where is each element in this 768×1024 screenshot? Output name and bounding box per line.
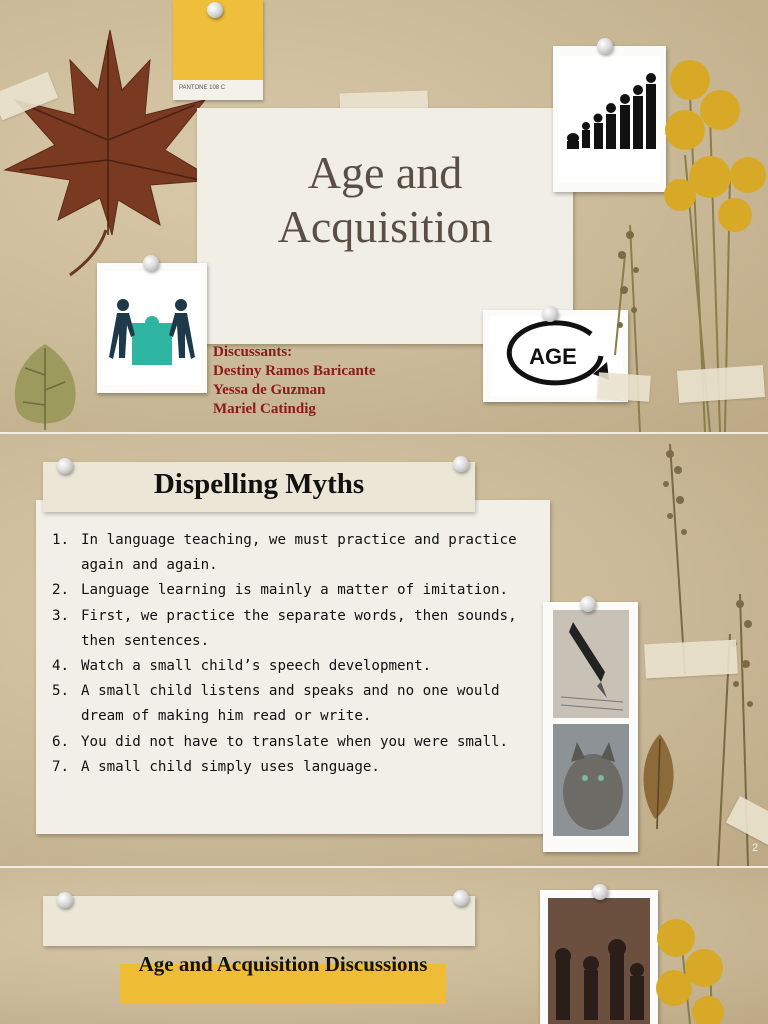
myth-text: A small child listens and speaks and no one would dream of making him read or write. xyxy=(81,683,500,725)
dried-flowers-decoration xyxy=(640,908,768,1024)
discussant-name: Yessa de Guzman xyxy=(213,382,326,398)
discussants-heading: Discussants: xyxy=(213,344,293,360)
myth-text: First, we practice the separate words, then sounds, then sentences. xyxy=(81,607,517,649)
myth-item xyxy=(52,528,532,578)
pushpin xyxy=(57,458,73,474)
slide-title: Age and Acquisition xyxy=(277,147,493,252)
myth-number: 1. xyxy=(52,532,70,548)
pushpin xyxy=(453,890,469,906)
myths-header-title: Dispelling Myths xyxy=(153,468,365,500)
title-card xyxy=(197,108,573,344)
pushpin xyxy=(207,2,223,18)
slide-1 xyxy=(0,0,768,432)
myth-item xyxy=(52,755,532,780)
myth-text: You did not have to translate when you were small. xyxy=(81,733,509,750)
myth-text: Language learning is mainly a matter of imitation. xyxy=(81,582,509,599)
green-leaf-decoration xyxy=(5,340,85,432)
myth-text: Watch a small child’s speech development. xyxy=(81,658,432,675)
discussant-name: Destiny Ramos Baricante xyxy=(213,363,376,379)
discussant-name: Mariel Catindig xyxy=(213,401,316,417)
myth-item xyxy=(52,679,532,729)
pushpin xyxy=(542,306,558,322)
age-icon-text: AGE xyxy=(529,344,577,369)
slide-3-header-banner xyxy=(43,896,475,946)
myth-number: 7. xyxy=(52,758,70,775)
slide-3-title: Age and Acquisition Discussions xyxy=(138,952,428,976)
slide-2 xyxy=(0,434,768,866)
myth-item xyxy=(52,578,532,603)
puzzle-people-image xyxy=(97,263,207,393)
myth-item xyxy=(52,604,532,654)
myth-number: 3. xyxy=(52,607,70,624)
myth-number: 4. xyxy=(52,658,70,675)
pantone-label: PANTONE 108 C xyxy=(179,85,226,91)
pushpin xyxy=(143,255,159,271)
myth-item xyxy=(52,654,532,679)
pushpin xyxy=(57,892,73,908)
pushpin xyxy=(592,884,608,900)
myth-number: 5. xyxy=(52,683,70,700)
discussants-block xyxy=(213,343,375,419)
myth-text: In language teaching, we must practice and practice again and again. xyxy=(81,532,517,574)
photo-strip-card xyxy=(543,602,638,852)
pushpin xyxy=(580,596,596,612)
slide-3 xyxy=(0,868,768,1024)
myth-number: 2. xyxy=(52,582,70,599)
myths-header-banner xyxy=(43,462,475,512)
tape-strip xyxy=(677,365,765,403)
myth-number: 6. xyxy=(52,733,70,750)
myth-text: A small child simply uses language. xyxy=(81,758,380,775)
pushpin xyxy=(597,38,613,54)
page-number: 2 xyxy=(752,842,759,854)
tape-strip xyxy=(644,640,738,679)
myth-item xyxy=(52,730,532,755)
pen-and-cat-images xyxy=(543,602,638,852)
pushpin xyxy=(453,456,469,472)
puzzle-photo-card xyxy=(97,263,207,393)
myths-list xyxy=(52,528,532,780)
tape-strip xyxy=(597,372,651,402)
